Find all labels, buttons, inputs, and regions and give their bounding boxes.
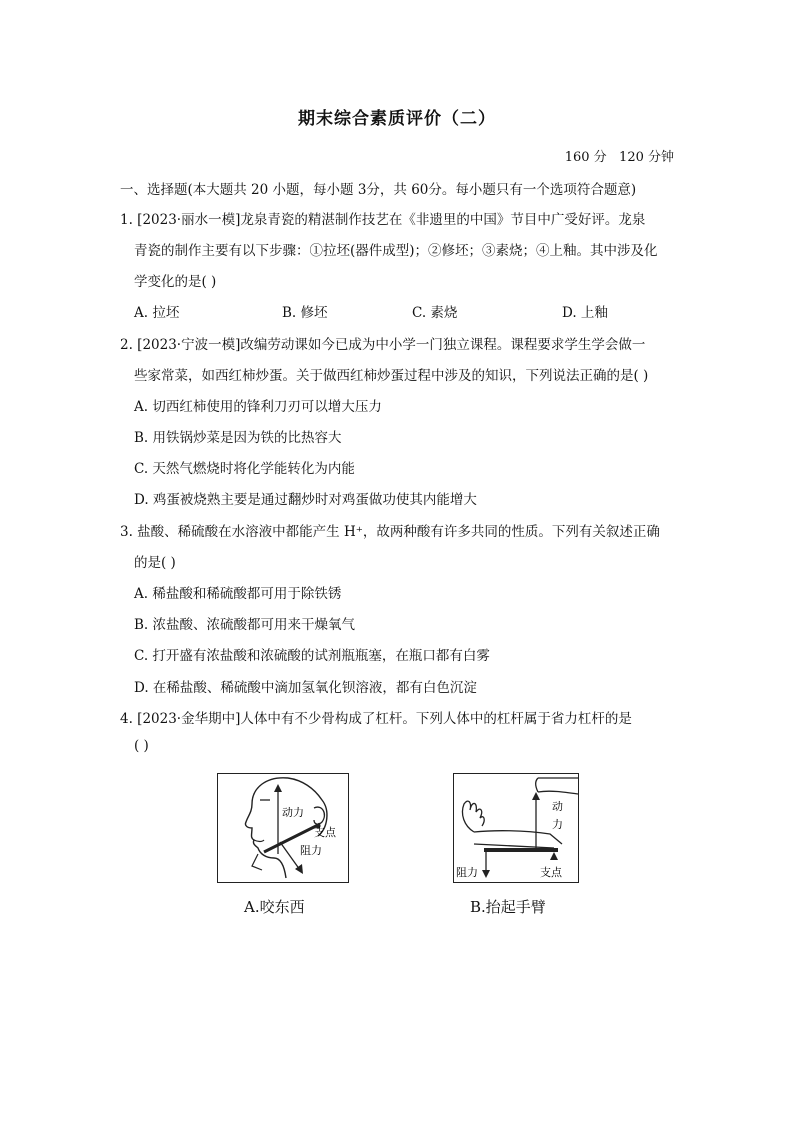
q3-line-2: 的是( ) — [134, 555, 176, 571]
q3-option-b: B. 浓盐酸、浓硫酸都可用来干燥氧气 — [134, 617, 356, 633]
q3-line-1: 3. 盐酸、稀硫酸在水溶液中都能产生 H⁺，故两种酸有许多共同的性质。下列有关叙述正确 — [120, 524, 660, 540]
q3-option-a: A. 稀盐酸和稀硫酸都可用于除铁锈 — [134, 586, 342, 602]
q1-line-3: 学变化的是( ) — [134, 274, 217, 290]
q1-option-b: B. 修坯 — [282, 305, 328, 321]
fig-b-effort-label-1: 动 — [552, 800, 563, 813]
q1-option-d: D. 上釉 — [562, 305, 608, 321]
figure-a-biting — [217, 773, 349, 883]
q2-option-c: C. 天然气燃烧时将化学能转化为内能 — [134, 461, 355, 477]
fig-b-fulcrum-label: 支点 — [540, 866, 562, 879]
q1-option-a: A. 拉坯 — [134, 305, 180, 321]
biting-lever-diagram — [218, 774, 348, 882]
fig-a-fulcrum-label: 支点 — [314, 826, 336, 839]
fig-b-load-label: 阻力 — [456, 866, 478, 879]
page-title: 期末综合素质评价（二） — [298, 109, 496, 129]
fig-b-effort-label-2: 力 — [552, 818, 563, 831]
figure-a-caption: A.咬东西 — [244, 898, 305, 916]
score-time-info: 160 分 120 分钟 — [564, 150, 674, 165]
q2-option-b: B. 用铁锅炒菜是因为铁的比热容大 — [134, 430, 342, 446]
q2-line-2: 些家常菜，如西红柿炒蛋。关于做西红柿炒蛋过程中涉及的知识，下列说法正确的是( ) — [134, 368, 649, 384]
section-header: 一、选择题(本大题共 20 小题，每小题 3分，共 60分。每小题只有一个选项符合题意) — [120, 182, 637, 198]
figure-b-lifting-arm — [453, 773, 579, 883]
arm-lever-diagram — [454, 774, 578, 882]
q2-option-a: A. 切西红柿使用的锋利刀刃可以增大压力 — [134, 399, 382, 415]
q1-line-1: 1. [2023·丽水一模]龙泉青瓷的精湛制作技艺在《非遗里的中国》节目中广受好评。龙泉 — [120, 212, 646, 228]
q4-line-2: ( ) — [134, 738, 149, 754]
q4-line-1: 4. [2023·金华期中]人体中有不少骨构成了杠杆。下列人体中的杠杆属于省力杠杆的是 — [120, 711, 632, 727]
q2-option-d: D. 鸡蛋被烧熟主要是通过翻炒时对鸡蛋做功使其内能增大 — [134, 492, 477, 508]
q1-line-2: 青瓷的制作主要有以下步骤：①拉坯(器件成型)；②修坯；③素烧；④上釉。其中涉及化 — [134, 243, 658, 259]
fig-a-load-label: 阻力 — [300, 844, 322, 857]
figure-b-caption: B.抬起手臂 — [470, 898, 546, 916]
fig-a-effort-label: 动力 — [282, 806, 304, 819]
q1-option-c: C. 素烧 — [412, 305, 458, 321]
q2-line-1: 2. [2023·宁波一模]改编劳动课如今已成为中小学一门独立课程。课程要求学生学会做一 — [120, 337, 646, 353]
q3-option-c: C. 打开盛有浓盐酸和浓硫酸的试剂瓶瓶塞，在瓶口都有白雾 — [134, 648, 490, 664]
q3-option-d: D. 在稀盐酸、稀硫酸中滴加氢氧化钡溶液，都有白色沉淀 — [134, 680, 477, 696]
